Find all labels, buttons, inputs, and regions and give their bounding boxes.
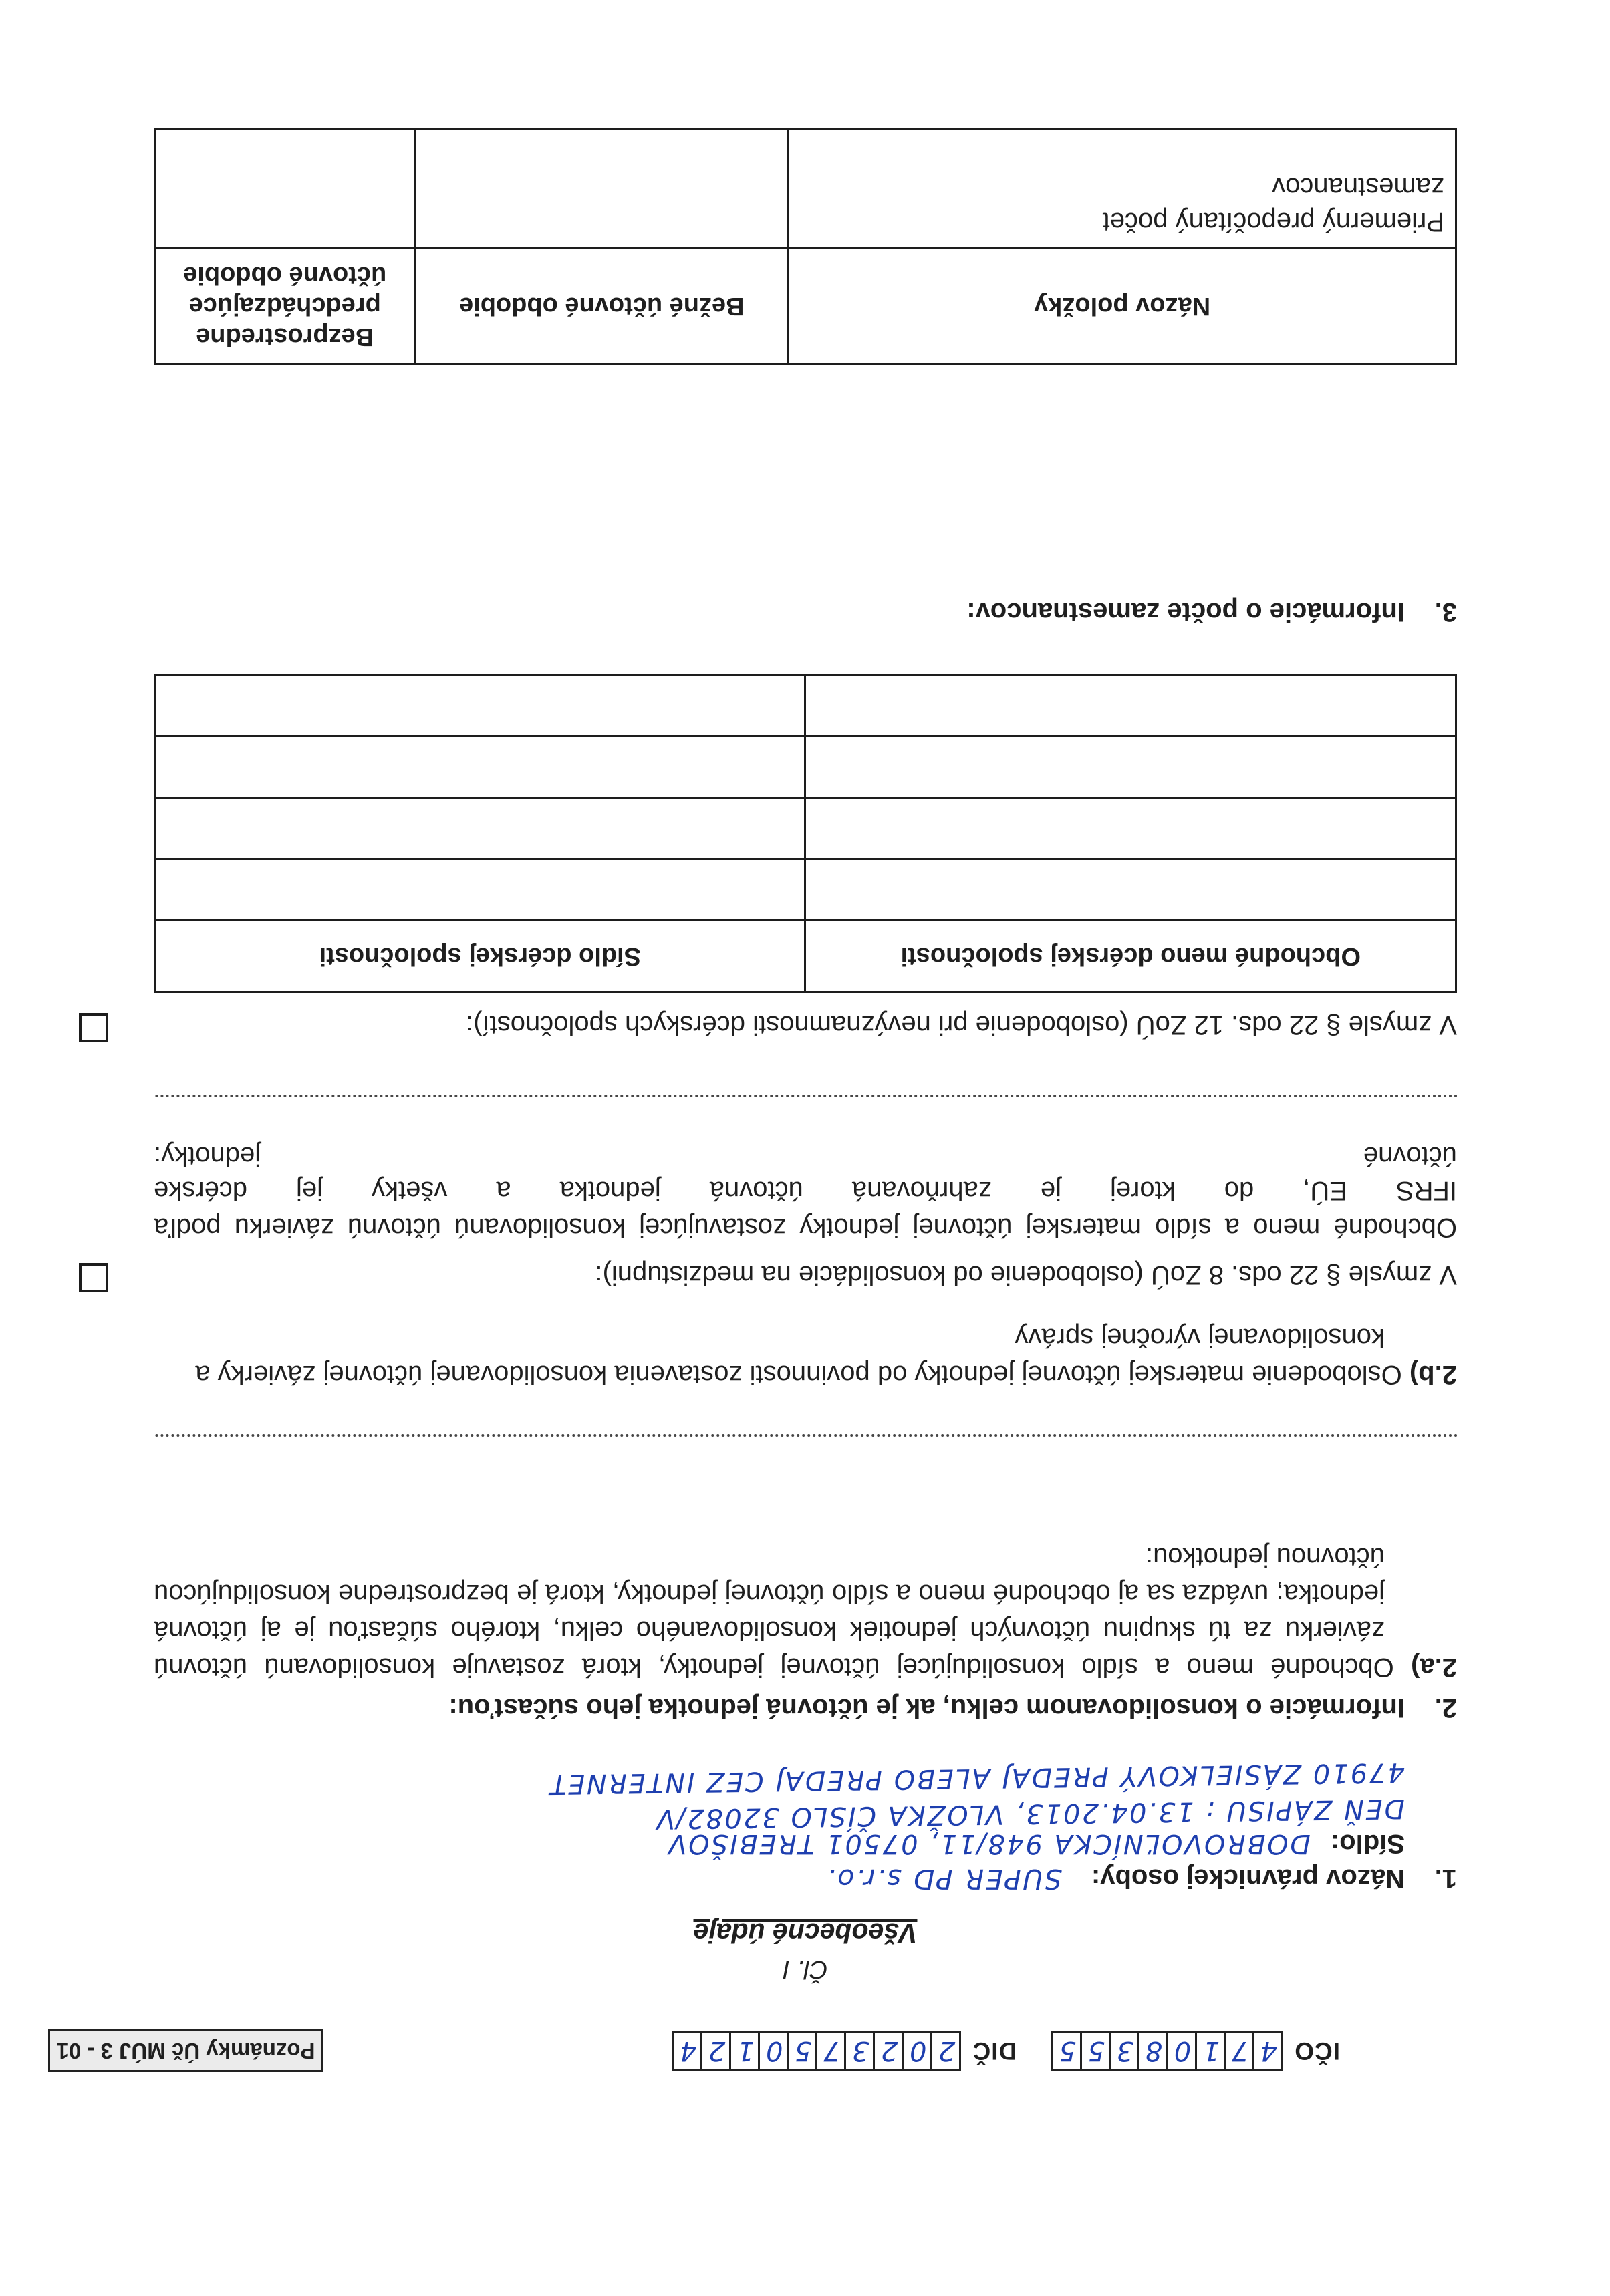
dic-digit: 3 bbox=[850, 2035, 869, 2066]
dic-digit: 1 bbox=[735, 2035, 755, 2066]
business-activity-handwriting: 47910 ZÁSIELKOVÝ PREDAJ ALEBO PREDAJ CEZ INTERNET bbox=[548, 1757, 1405, 1800]
table-row bbox=[155, 736, 1456, 798]
ico-digit: 7 bbox=[1230, 2035, 1249, 2066]
ico-digit: 0 bbox=[1172, 2035, 1192, 2066]
form-body bbox=[154, 0, 1457, 2296]
row-label-cell bbox=[789, 129, 1456, 249]
fill-in-dotted-line bbox=[154, 1434, 1457, 1437]
column-header: Sídlo dcérskej spoločnosti bbox=[155, 921, 806, 992]
table-row bbox=[155, 859, 1456, 921]
ifrs-tail-left: účtovné bbox=[1363, 1141, 1457, 1171]
page-title: Všeobecné údaje bbox=[693, 1918, 918, 1949]
subsidiaries-table bbox=[154, 674, 1457, 993]
legal-entity-name-value: SUPER PD s.r.o. bbox=[825, 1863, 1062, 1895]
fill-in-dotted-line bbox=[154, 1095, 1457, 1097]
column-header: Názov položky bbox=[789, 249, 1456, 364]
empty-cell bbox=[155, 859, 806, 921]
dic-digit: 7 bbox=[821, 2035, 841, 2066]
empty-cell bbox=[805, 675, 1456, 736]
section3-title: Informácie o počte zamestnancov: bbox=[966, 597, 1405, 627]
empty-cell bbox=[805, 859, 1456, 921]
section3-heading bbox=[154, 597, 1457, 627]
dic-label: DIČ bbox=[972, 2037, 1017, 2065]
ifrs-parent-last-line bbox=[154, 1141, 1457, 1171]
ico-digit: 8 bbox=[1144, 2035, 1163, 2066]
section2-title: Informácie o konsolidovanom celku, ak je účtovná jednotka jeho súčasťou: bbox=[448, 1693, 1405, 1723]
ico-digit: 3 bbox=[1115, 2035, 1134, 2066]
dic-digit: 2 bbox=[879, 2035, 898, 2066]
section2a-text: Obchodné meno a sídlo konsolidujúcej účtovnej jednotky, ktorá zostavuje konsolidovanú účtovnú závierku za tú skupinu účtovných jednotiek konsolidovaného celku, ktorého súčasťou je aj účtovná jednotka; uvádza sa aj obchodné meno a sídlo účtovnej jednotky, ktorá je bezprostredne konsolidujúcou účtovnou jednotkou: bbox=[154, 1542, 1394, 1682]
item-number: 1. bbox=[1434, 1864, 1457, 1893]
ico-digit: 5 bbox=[1057, 2035, 1077, 2066]
legal-entity-name-line bbox=[154, 1863, 1457, 1895]
ico-digit: 1 bbox=[1201, 2035, 1220, 2066]
section2-heading bbox=[154, 1693, 1457, 1723]
exemption-ods8-line bbox=[154, 1260, 1457, 1290]
empty-cell bbox=[155, 129, 415, 249]
dic-digit: 2 bbox=[936, 2035, 956, 2066]
empty-cell bbox=[155, 675, 806, 736]
ico-digit: 5 bbox=[1086, 2035, 1105, 2066]
item-number: 2.b) bbox=[1409, 1360, 1457, 1389]
table-header-row bbox=[155, 921, 1456, 992]
dic-digit: 4 bbox=[678, 2035, 697, 2066]
registered-office-value: DOBROVOĽNÍCKA 948/11, 07501 TREBIŠOV bbox=[666, 1828, 1311, 1859]
legal-entity-name-label: Názov právnickej osoby: bbox=[1091, 1864, 1405, 1893]
dic-digit: 5 bbox=[793, 2035, 812, 2066]
exemption-ods12-checkbox bbox=[79, 1013, 108, 1042]
empty-cell bbox=[805, 736, 1456, 798]
section2b-text: Oslobodenie materskej účtovnej jednotky od povinnosti zostavenia konsolidovanej účtovnej závierky a konsolidovanej výročnej správy bbox=[195, 1323, 1402, 1389]
exemption-ods12-text: V zmysle § 22 ods. 12 ZoÚ (oslobodenie pri nevýznamnosti dcérskych spoločností): bbox=[466, 1010, 1457, 1040]
form-code-label: Poznámky Úč MÚJ 3 - 01 bbox=[56, 2039, 315, 2063]
exemption-ods8-text: V zmysle § 22 ods. 8 ZoÚ (oslobodenie od konsolidácie na medzistupni): bbox=[595, 1260, 1457, 1290]
employees-table bbox=[154, 128, 1457, 365]
column-header: Bežné účtovné obdobie bbox=[415, 249, 789, 364]
table-row bbox=[155, 129, 1456, 249]
empty-cell bbox=[805, 798, 1456, 859]
table-header-row bbox=[155, 249, 1456, 364]
dic-digit: 0 bbox=[764, 2035, 783, 2066]
registration-date-handwriting: DEŇ ZÁPISU : 13.04.2013, VLOŽKA ČÍSLO 32082/V bbox=[654, 1793, 1405, 1834]
empty-cell bbox=[155, 798, 806, 859]
exemption-ods8-checkbox bbox=[79, 1263, 108, 1292]
ifrs-parent-text: Obchodné meno a sídlo materskej účtovnej jednotky zostavujúcej konsolidovanú účtovnú závierku podľa IFRS EÚ, do ktorej je zahrňovaná účtovná jednotka a všetky jej dcérske bbox=[154, 1176, 1457, 1242]
section2b-paragraph bbox=[154, 1319, 1457, 1393]
ico-digit: 4 bbox=[1258, 2035, 1278, 2066]
exemption-ods12-line bbox=[154, 1010, 1457, 1040]
registered-office-label: Sídlo: bbox=[1330, 1829, 1405, 1858]
article-heading: Čl. I bbox=[783, 1955, 828, 1983]
ico-label: IČO bbox=[1294, 2037, 1340, 2065]
dic-digit: 2 bbox=[706, 2035, 726, 2066]
item-number: 2. bbox=[1434, 1693, 1457, 1723]
item-number: 2.a) bbox=[1411, 1653, 1457, 1682]
empty-cell bbox=[415, 129, 789, 249]
section2a-paragraph bbox=[154, 1538, 1457, 1685]
row-label: Priemerný prepočítaný počet zamestnancov bbox=[1102, 172, 1444, 237]
dic-digit: 0 bbox=[908, 2035, 927, 2066]
column-header: Bezprostredne predchádzajúce účtovné obdobie bbox=[155, 249, 415, 364]
ifrs-tail-right: jednotky: bbox=[154, 1141, 261, 1171]
empty-cell bbox=[155, 736, 806, 798]
table-row bbox=[155, 798, 1456, 859]
item-number: 3. bbox=[1434, 597, 1457, 627]
ifrs-parent-paragraph bbox=[154, 1172, 1457, 1246]
table-row bbox=[155, 675, 1456, 736]
column-header: Obchodné meno dcérskej spoločnosti bbox=[805, 921, 1456, 992]
